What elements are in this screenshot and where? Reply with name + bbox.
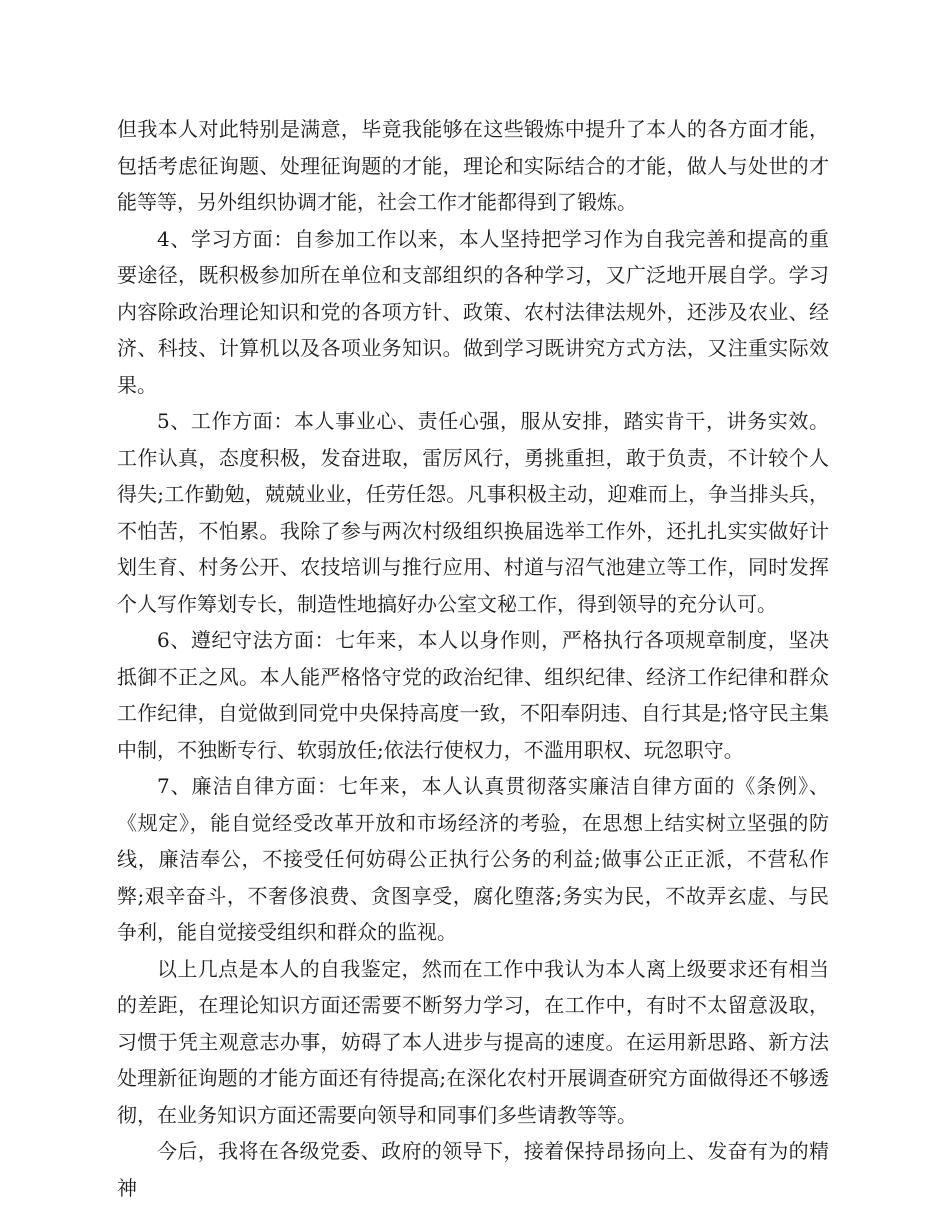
paragraph-future: 今后，我将在各级党委、政府的领导下，接着保持昂扬向上、发奋有为的精神 xyxy=(117,1139,829,1200)
paragraph-study: 4、学习方面：自参加工作以来，本人坚持把学习作为自我完善和提高的重要途径，既积极参加所在单位和支部组织的各种学习，又广泛地开展自学。学习内容除政治理论知识和党的各项方针、政策、农村法律法规外，还涉及农业、经济、科技、计算机以及各项业务知识。做到学习既讲究方式方法，又注重实际效果。 xyxy=(117,226,829,397)
paragraph-work: 5、工作方面：本人事业心、责任心强，服从安排，踏实肯干，讲务实效。工作认真，态度积极，发奋进取，雷厉风行，勇挑重担，敢于负责，不计较个人得失;工作勤勉，兢兢业业，任劳任怨。凡事积极主动，迎难而上，争当排头兵，不怕苦，不怕累。我除了参与两次村级组织换届选举工作外，还扎扎实实做好计划生育、村务公开、农技培训与推行应用、村道与沼气池建立等工作，同时发挥个人写作筹划专长，制造性地搞好办公室文秘工作，得到领导的充分认可。 xyxy=(117,409,829,616)
paragraph-law-abiding: 6、遵纪守法方面：七年来，本人以身作则，严格执行各项规章制度，坚决抵御不正之风。本人能严格恪守党的政治纪律、组织纪律、经济工作纪律和群众工作纪律，自觉做到同党中央保持高度一致，不阳奉阴违、自行其是;恪守民主集中制，不独断专行、软弱放任;依法行使权力，不滥用职权、玩忽职守。 xyxy=(117,628,829,762)
document-body xyxy=(117,111,829,1206)
paragraph-integrity: 7、廉洁自律方面：七年来，本人认真贯彻落实廉洁自律方面的《条例》、《规定》，能自觉经受改革开放和市场经济的考验，在思想上结实树立坚强的防线，廉洁奉公，不接受任何妨碍公正执行公务的利益;做事公正正派，不营私作弊;艰辛奋斗，不奢侈浪费、贪图享受，腐化堕落;务实为民，不故弄玄虚、与民争利，能自觉接受组织和群众的监视。 xyxy=(117,774,829,944)
paragraph-continuation: 但我本人对此特别是满意，毕竟我能够在这些锻炼中提升了本人的各方面才能，包括考虑征询题、处理征询题的才能，理论和实际结合的才能，做人与处世的才能等等，另外组织协调才能，社会工作才能都得到了锻炼。 xyxy=(117,117,829,214)
paragraph-self-assessment: 以上几点是本人的自我鉴定，然而在工作中我认为本人离上级要求还有相当的差距，在理论知识方面还需要不断努力学习，在工作中，有时不太留意汲取，习惯于凭主观意志办事，妨碍了本人进步与提高的速度。在运用新思路、新方法处理新征询题的才能方面还有待提高;在深化农村开展调查研究方面做得还不够透彻，在业务知识方面还需要向领导和同事们多些请教等等。 xyxy=(117,956,829,1127)
